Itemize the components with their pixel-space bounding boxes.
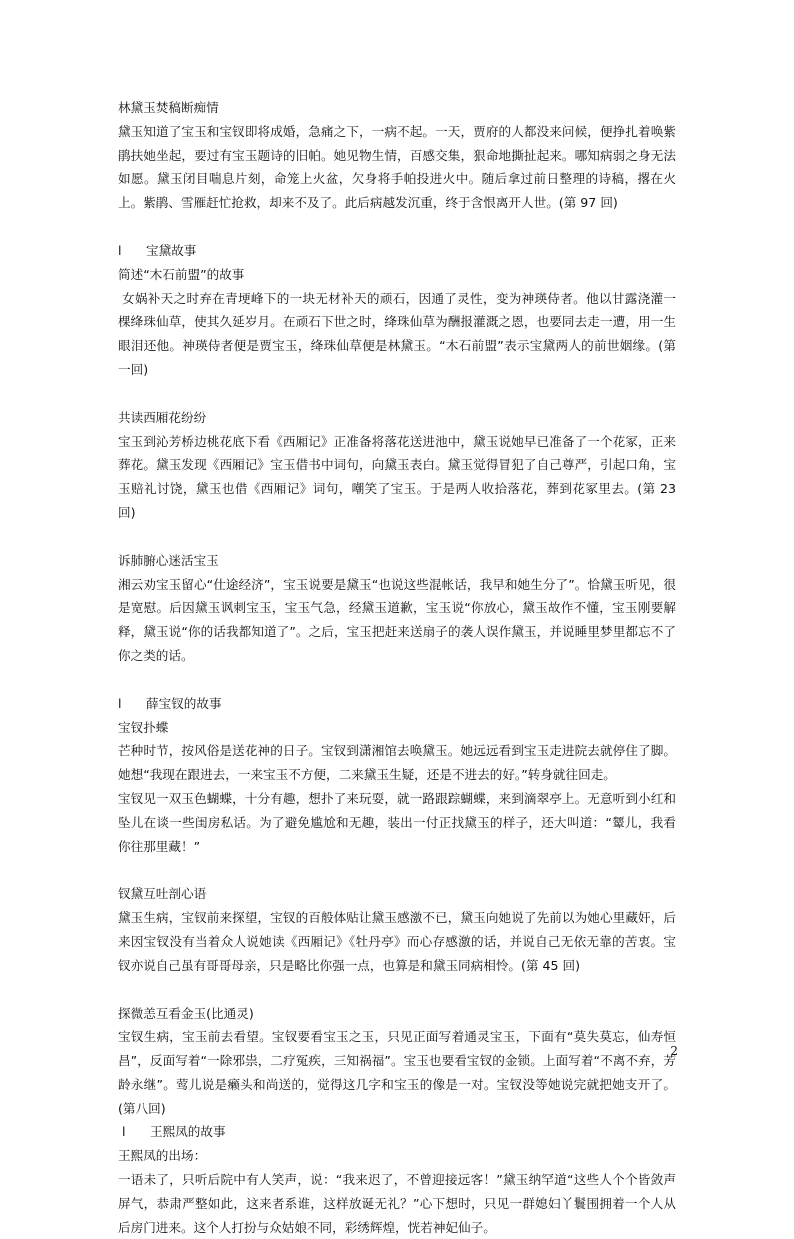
paragraph: 宝钗见一双玉色蝴蝶，十分有趣，想扑了来玩耍，就一路跟踪蝴蝶，来到滴翠亭上。无意听到小红和坠儿在谈一些闺房私话。为了避免尴尬和无趣，装出一付正找黛玉的样子，还大叫道：“颦儿，我看你往那里藏！” <box>118 790 676 854</box>
section-title: 诉肺腑心迷活宝玉 <box>118 552 219 568</box>
bullet-heading-text: 王熙凤的故事 <box>150 1124 226 1140</box>
paragraph: 黛玉知道了宝玉和宝钗即将成婚，急痛之下，一病不起。一天，贾府的人都没来问候，便挣扎着唤紫鹃扶她坐起，要过有宝玉题诗的旧帕。她见物生情，百感交集，狠命地撕扯起来。哪知病弱之身无法如愿。黛玉闭目喘息片刻，命笼上火盆，欠身将手帕投进火中。随后拿过前日整理的诗稿，撂在火上。紫鹃、雪雁赶忙抢救，却来不及了。此后病越发沉重，终于含恨离开人世。(第 97 回) <box>118 123 676 211</box>
paragraph: 宝钗生病，宝玉前去看望。宝钗要看宝玉之玉，只见正面写着通灵宝玉，下面有“莫失莫忘，仙寿恒昌”，反面写着“一除邪祟，二疗冤疾，三知祸福”。宝玉也要看宝钗的金锁。上面写着“不离不弃，芳龄永继”。莺儿说是癞头和尚送的，觉得这几字和宝玉的像是一对。宝钗没等她说完就把她支开了。(第八回) <box>118 1029 676 1116</box>
paragraph: 芒种时节，按风俗是送花神的日子。宝钗到潇湘馆去唤黛玉。她远远看到宝玉走进院去就停住了脚。她想“我现在跟进去，一来宝玉不方便，二来黛玉生疑，还是不进去的好。”转身就往回走。 <box>118 743 676 783</box>
section-title: 钗黛互吐剖心语 <box>118 886 207 902</box>
paragraph: 宝玉到沁芳桥边桃花底下看《西厢记》正准备将落花送进池中，黛玉说她早已准备了一个花冢，正来葬花。黛玉发现《西厢记》宝玉借书中词句，向黛玉表白。黛玉觉得冒犯了自己尊严，引起口角，宝玉赔礼讨饶，黛玉也借《西厢记》词句，嘲笑了宝玉。于是两人收拾落花，葬到花冢里去。(第 23 回) <box>118 433 676 520</box>
section-title: 林黛玉焚稿断痴情 <box>118 100 219 115</box>
paragraph: 黛玉生病，宝钗前来探望，宝钗的百般体贴让黛玉感激不已，黛玉向她说了先前以为她心里藏奸，后来因宝钗没有当着众人说她读《西厢记》《牡丹亭》而心存感激的话，并说自己无依无靠的苦衷。宝钗亦说自己虽有哥哥母亲，只是略比你强一点，也算是和黛玉同病相怜。(第 45 回) <box>118 910 676 973</box>
paragraph: 女娲补天之时弃在青埂峰下的一块无材补天的顽石，因通了灵性，变为神瑛侍者。他以甘露浇灌一棵绛珠仙草，使其久延岁月。在顽石下世之时，绛珠仙草为酬报灌溉之恩，也要同去走一遭，用一生眼泪还他。神瑛侍者便是贾宝玉，绛珠仙草便是林黛玉。“木石前盟”表示宝黛两人的前世姻缘。(第一回) <box>118 290 676 377</box>
bullet-heading <box>118 239 676 263</box>
bullet-heading <box>118 692 676 716</box>
section-title: 探微恙互看金玉(比通灵) <box>118 1005 254 1021</box>
document-page <box>118 96 676 1239</box>
paragraph: 一语未了，只听后院中有人笑声，说：“我来迟了，不曾迎接远客！”黛玉纳罕道“这些人个个皆敛声屏气，恭肃严整如此，这来者系谁，这样放诞无礼？”心下想时，只见一群媳妇丫鬟围拥着一个人从后房门进来。这个人打扮与众姑娘不同，彩绣辉煌，恍若神妃仙子。 <box>118 1172 676 1235</box>
bullet-marker: l <box>122 1124 126 1140</box>
paragraph: 湘云劝宝玉留心“仕途经济”，宝玉说要是黛玉“也说这些混帐话，我早和她生分了”。恰黛玉听见，很是宽慰。后因黛玉讽刺宝玉，宝玉气急，经黛玉道歉，宝玉说“你放心，黛玉故作不懂，宝玉刚要解释，黛玉说“你的话我都知道了”。之后，宝玉把赶来送扇子的袭人误作黛玉，并说睡里梦里都忘不了你之类的话。 <box>118 576 676 663</box>
section-title: 宝钗扑蝶 <box>118 719 169 735</box>
section-title: 简述“木石前盟”的故事 <box>118 266 245 282</box>
bullet-marker: l <box>118 695 122 711</box>
bullet-heading-text: 薛宝钗的故事 <box>146 695 222 711</box>
bullet-marker: l <box>118 242 122 258</box>
section-title: 共读西厢花纷纷 <box>118 409 207 425</box>
section-title: 王熙凤的出场： <box>118 1148 207 1164</box>
bullet-heading-text: 宝黛故事 <box>146 242 197 258</box>
page-number: 2 <box>670 1044 678 1058</box>
bullet-heading <box>118 1120 676 1144</box>
